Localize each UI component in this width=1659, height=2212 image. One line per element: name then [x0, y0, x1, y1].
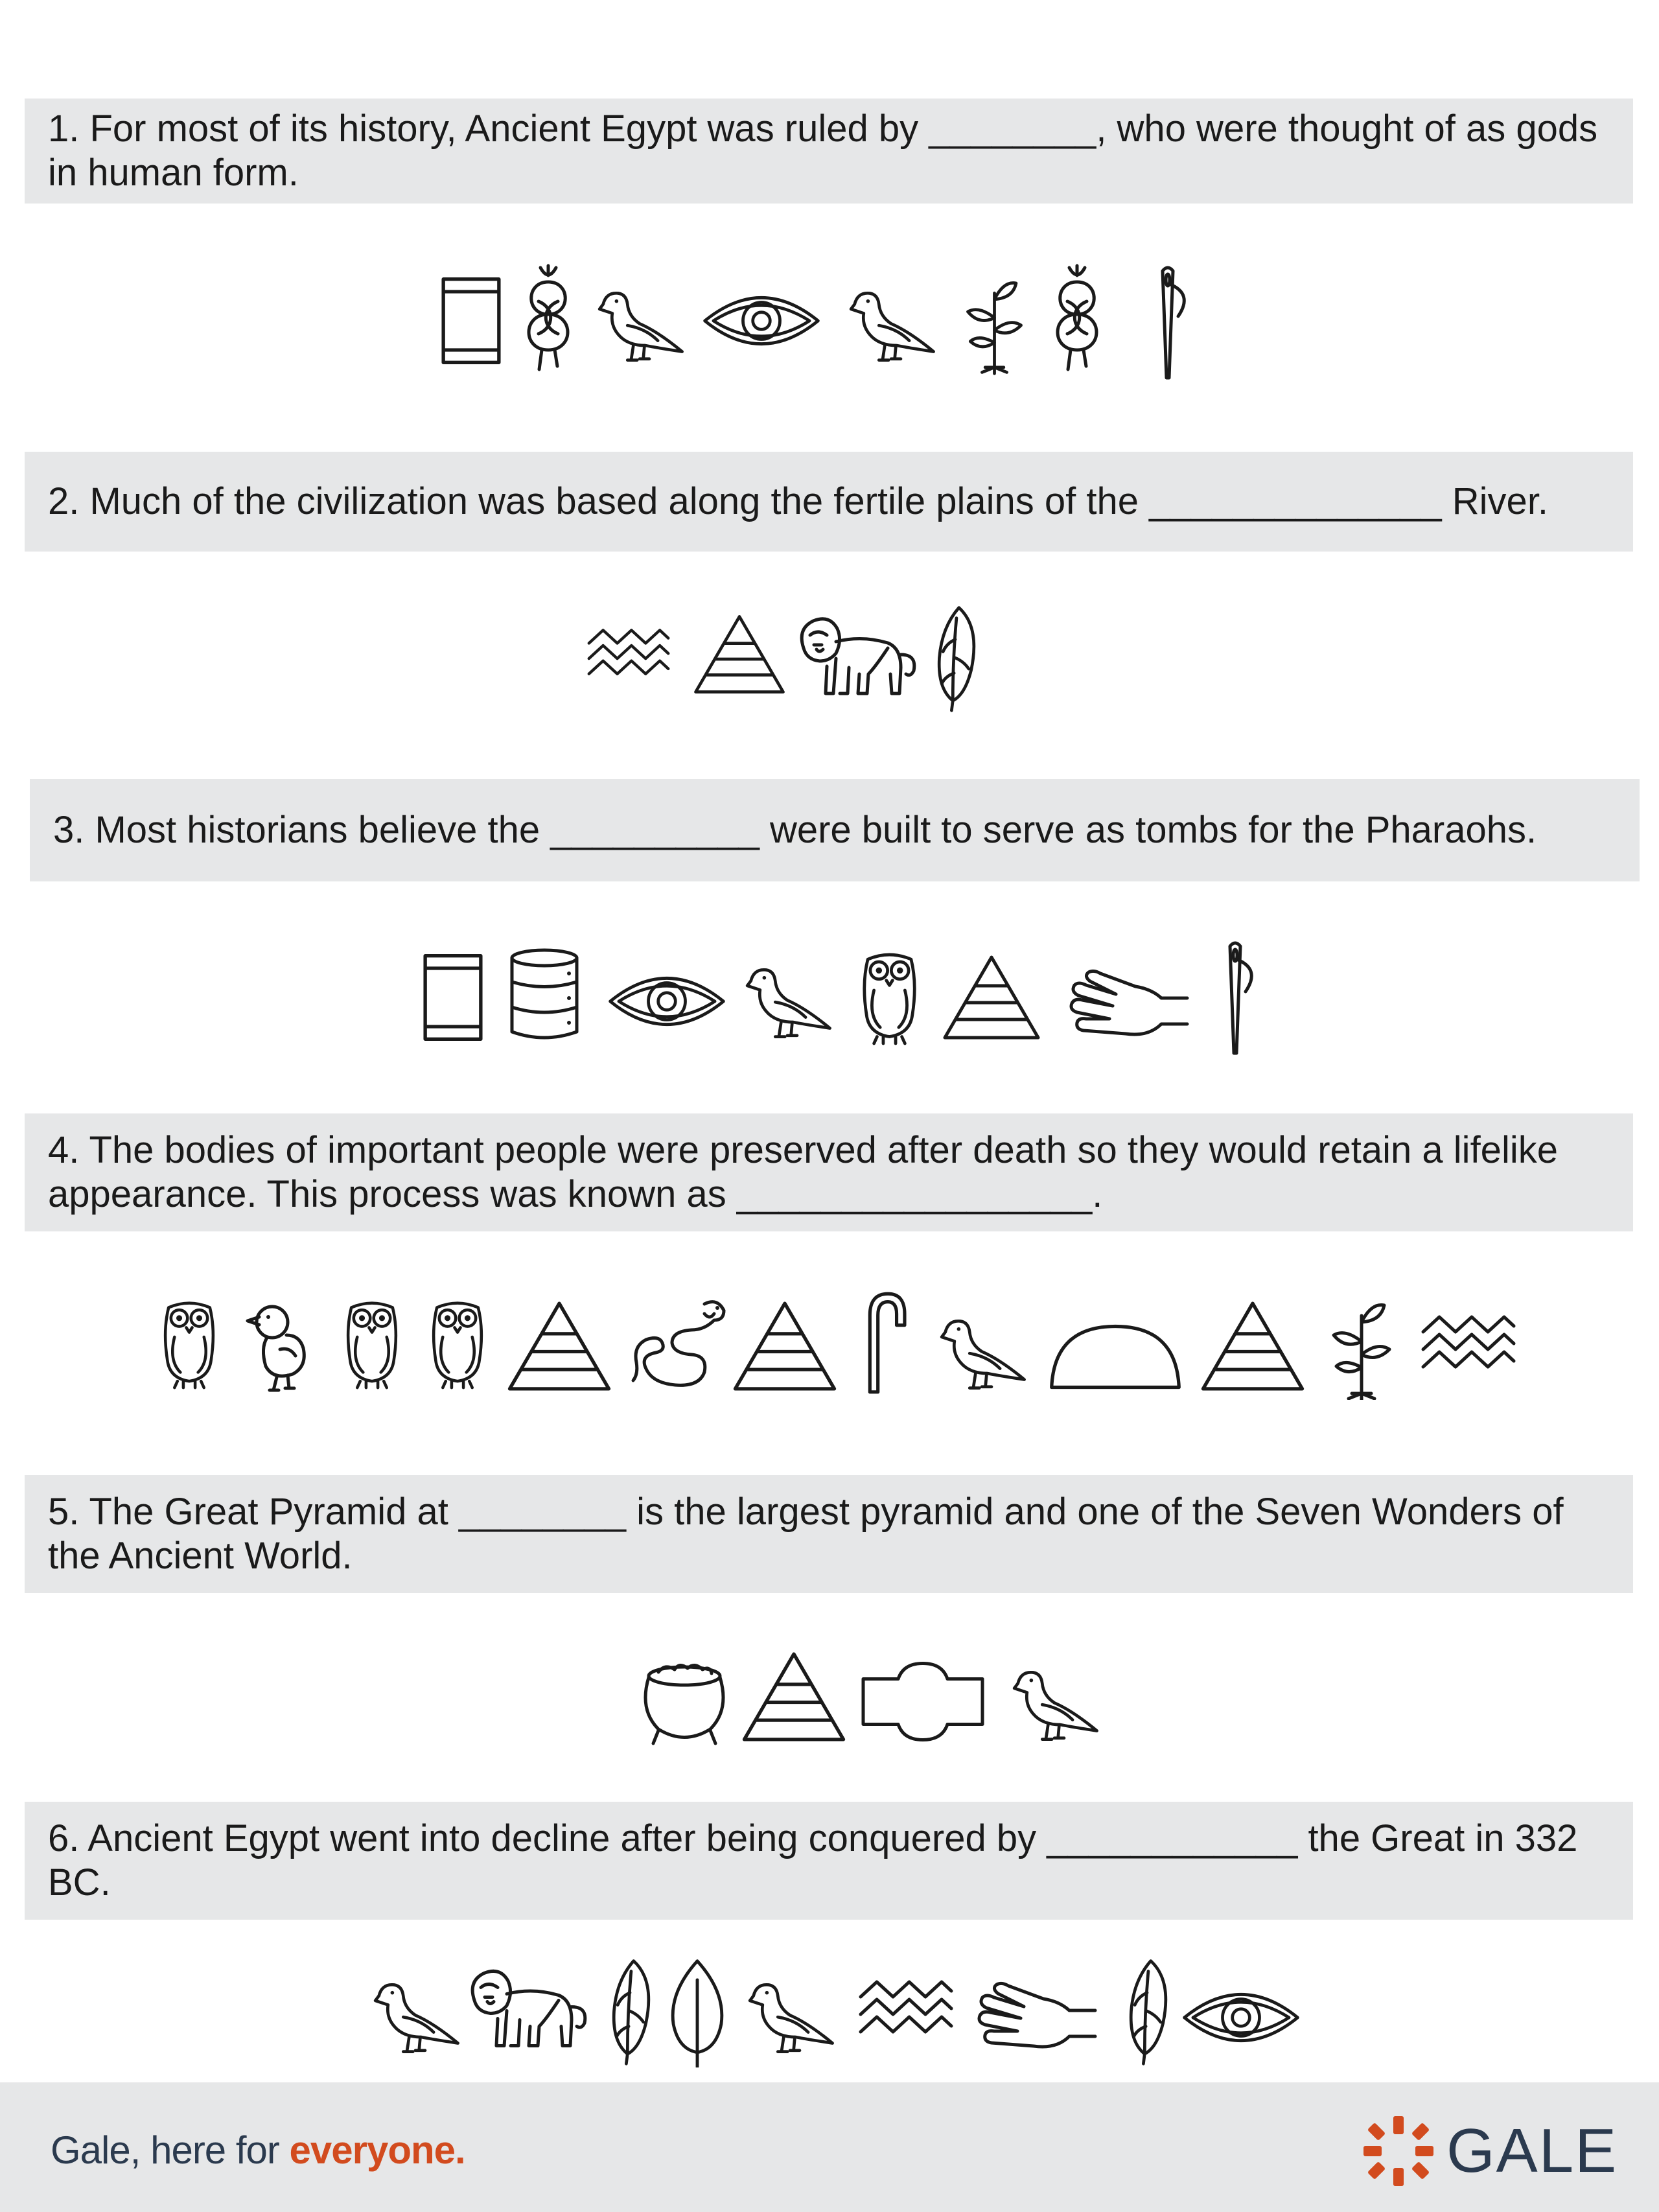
- pyramid-icon: [510, 1303, 609, 1389]
- owl-icon: [434, 1303, 481, 1388]
- owl-icon: [864, 955, 914, 1043]
- question-4-text: 4. The bodies of important people were preserved after death so they would retain a lifelike appearance. This process was known as _________________.: [48, 1129, 1558, 1215]
- cane-icon: [870, 1294, 905, 1392]
- lion-icon: [472, 1971, 585, 2045]
- bird-icon: [599, 293, 682, 360]
- owl-icon: [348, 1303, 396, 1388]
- stool-icon: [443, 279, 499, 363]
- feather-icon: [939, 608, 974, 711]
- stool-icon: [425, 956, 481, 1040]
- bird-icon: [942, 1321, 1025, 1388]
- dome-icon: [1052, 1326, 1179, 1387]
- question-1-text: 1. For most of its history, Ancient Egypt was ruled by ________, who were thought of as gods in human form.: [48, 108, 1598, 194]
- water-icon: [589, 630, 669, 673]
- pot-icon: [645, 1665, 723, 1743]
- question-4: [25, 1113, 1633, 1231]
- question-5-text: 5. The Great Pyramid at ________ is the largest pyramid and one of the Seven Wonders of the Ancient World.: [48, 1491, 1564, 1577]
- knot-icon: [529, 266, 568, 369]
- hieroglyph-row-5: [0, 1640, 1659, 1756]
- knot-icon: [1058, 266, 1096, 369]
- bird-icon: [851, 293, 934, 360]
- eye-icon: [705, 297, 818, 343]
- question-6: [25, 1802, 1633, 1920]
- bird-icon: [375, 1985, 458, 2051]
- snake-icon: [633, 1302, 724, 1386]
- feather-icon: [614, 1961, 649, 2064]
- pyramid-icon: [696, 616, 783, 692]
- bird-icon: [750, 1985, 833, 2051]
- lion-icon: [802, 619, 914, 693]
- hieroglyph-row-4: [0, 1283, 1659, 1400]
- water-icon: [1423, 1317, 1514, 1367]
- brand-name: GALE: [1446, 2116, 1618, 2185]
- enclosure-icon: [863, 1664, 982, 1740]
- question-2: [25, 452, 1633, 552]
- pyramid-icon: [745, 1654, 844, 1740]
- tagline-emphasis: everyone.: [289, 2128, 465, 2172]
- stack-icon: [512, 950, 577, 1038]
- hieroglyph-row-6: [0, 1951, 1659, 2067]
- water-icon: [861, 1982, 951, 2032]
- hieroglyph-row-2: [0, 603, 1659, 713]
- question-3: [30, 779, 1640, 881]
- feather-icon: [1131, 1961, 1166, 2064]
- owl-icon: [165, 1303, 213, 1388]
- question-3-text: 3. Most historians believe the __________ were built to serve as tombs for the Pharaohs.: [53, 809, 1537, 851]
- gale-mark-icon: [1360, 2112, 1437, 2190]
- question-1: [25, 99, 1633, 204]
- pyramid-icon: [736, 1303, 835, 1389]
- tagline: [51, 2128, 465, 2172]
- hieroglyph-row-3: [0, 940, 1659, 1056]
- question-6-text: 6. Ancient Egypt went into decline after being conquered by ____________ the Great in 332 BC.: [48, 1817, 1578, 1903]
- question-5: [25, 1475, 1633, 1593]
- hand-icon: [979, 1983, 1095, 2047]
- leaf-icon: [673, 1961, 722, 2067]
- plant-icon: [968, 283, 1021, 374]
- plant-icon: [1334, 1305, 1389, 1400]
- chick-icon: [248, 1307, 304, 1390]
- eye-icon: [610, 978, 724, 1024]
- question-2-text: 2. Much of the civilization was based along the fertile plains of the ______________ River.: [48, 480, 1549, 522]
- hand-icon: [1071, 971, 1187, 1034]
- eye-icon: [1185, 1994, 1298, 2040]
- gale-logo[interactable]: [1360, 2112, 1618, 2190]
- footer: [0, 2082, 1659, 2212]
- needle-icon: [1163, 268, 1184, 378]
- pyramid-icon: [1203, 1303, 1303, 1389]
- tagline-prefix: Gale, here for: [51, 2128, 290, 2172]
- bird-icon: [747, 970, 830, 1036]
- hieroglyph-row-1: [0, 259, 1659, 382]
- bird-icon: [1014, 1672, 1097, 1739]
- pyramid-icon: [945, 957, 1038, 1038]
- needle-icon: [1230, 943, 1251, 1053]
